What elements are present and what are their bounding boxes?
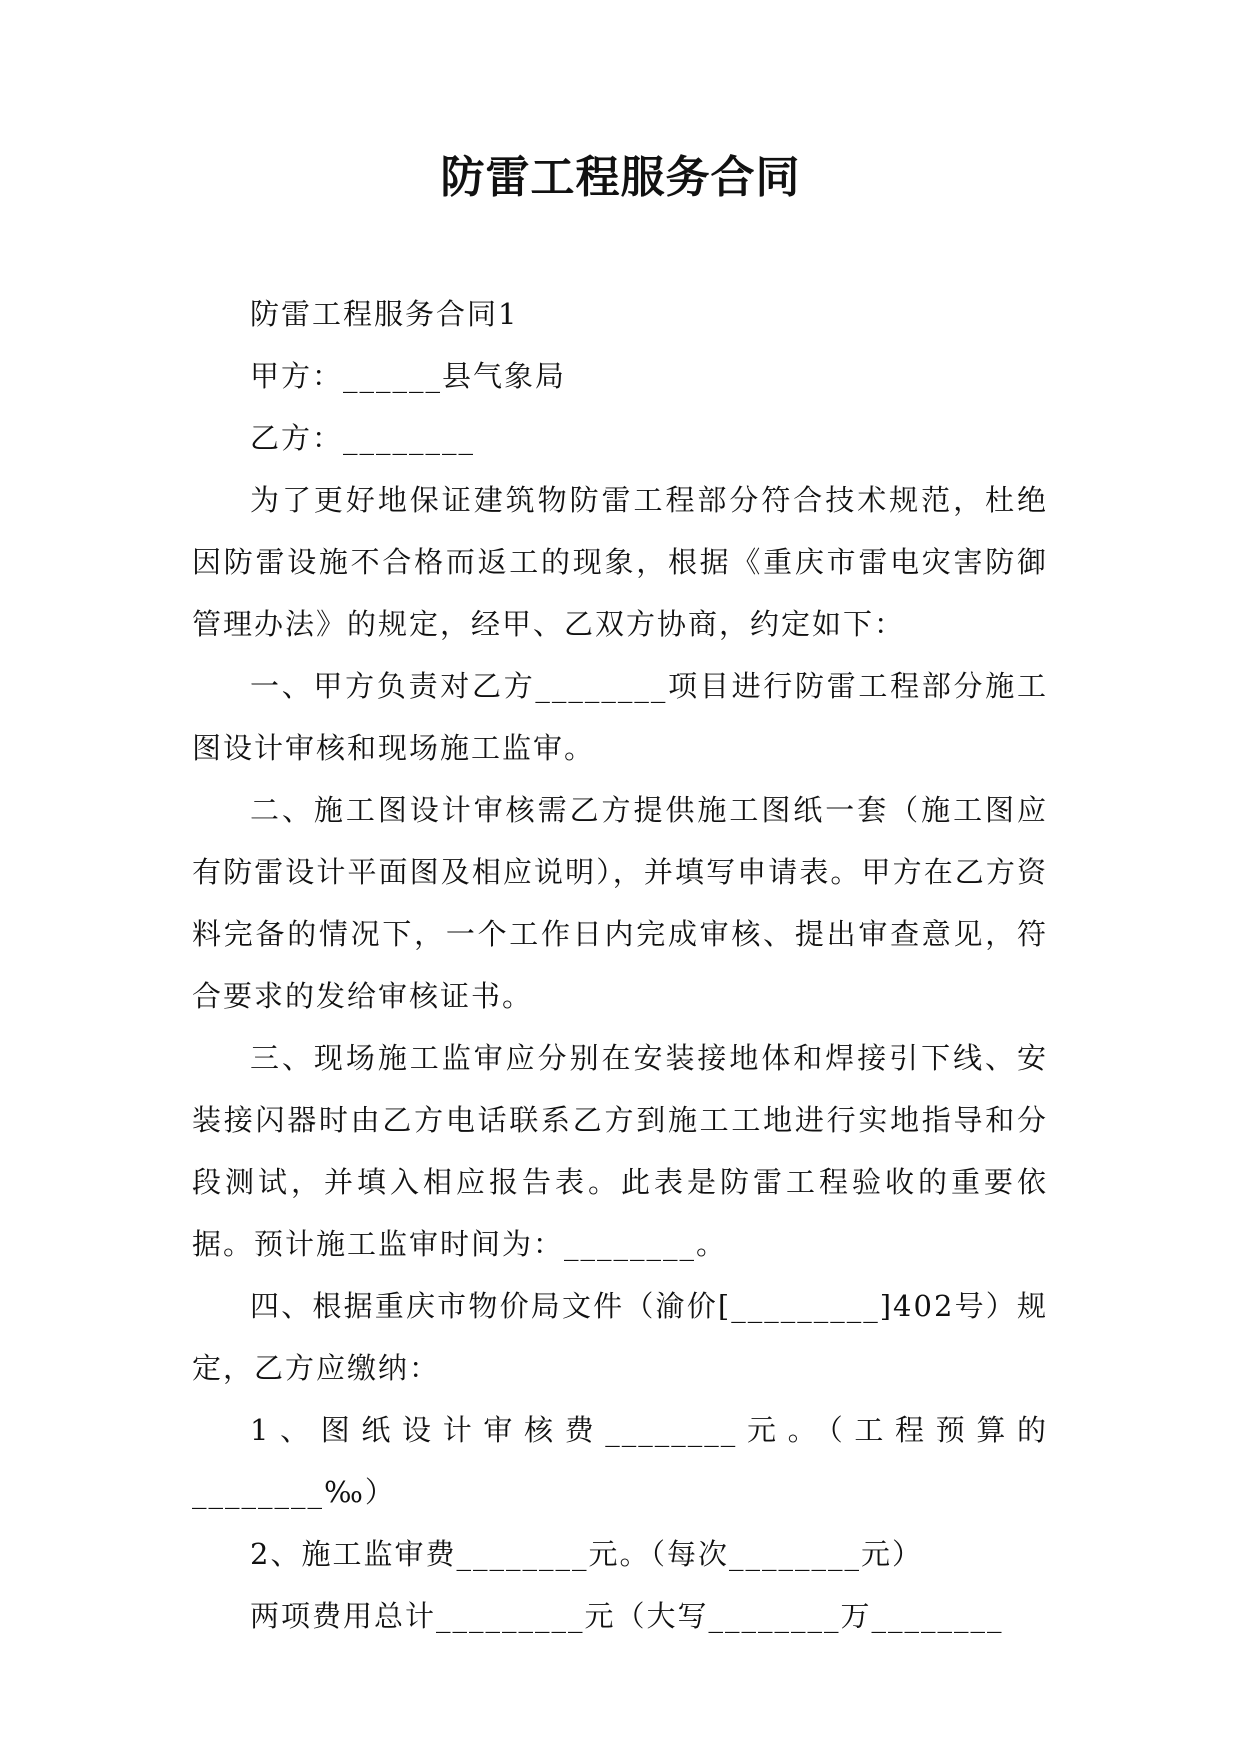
clause-4: 四、根据重庆市物价局文件（渝价[_________]402号）规定，乙方应缴纳：: [192, 1289, 1048, 1385]
party-b-line: 乙方：________: [250, 421, 476, 455]
fee-item-1: 1、图纸设计审核费________元。（工程预算的________‰）: [192, 1413, 1048, 1509]
preamble-paragraph: 为了更好地保证建筑物防雷工程部分符合技术规范，杜绝因防雷设施不合格而返工的现象，根据《重庆市雷电灾害防御管理办法》的规定，经甲、乙双方协商，约定如下：: [192, 483, 1048, 641]
fee-item-2: 2、施工监审费________元。（每次________元）: [250, 1537, 923, 1571]
document-body: [192, 283, 1048, 1647]
clause-3: 三、现场施工监审应分别在安装接地体和焊接引下线、安装接闪器时由乙方电话联系乙方到施工工地进行实地指导和分段测试，并填入相应报告表。此表是防雷工程验收的重要依据。预计施工监审时间为：________。: [192, 1041, 1048, 1261]
clause-1: 一、甲方负责对乙方________项目进行防雷工程部分施工图设计审核和现场施工监审。: [192, 669, 1048, 765]
clause-2: 二、施工图设计审核需乙方提供施工图纸一套（施工图应有防雷设计平面图及相应说明），并填写申请表。甲方在乙方资料完备的情况下，一个工作日内完成审核、提出审查意见，符合要求的发给审核证书。: [192, 793, 1048, 1013]
fee-total: 两项费用总计_________元（大写________万________: [250, 1599, 1004, 1633]
document-title: 防雷工程服务合同: [440, 152, 801, 203]
party-a-line: 甲方：______县气象局: [250, 359, 567, 393]
contract-subtitle: 防雷工程服务合同1: [250, 297, 519, 331]
